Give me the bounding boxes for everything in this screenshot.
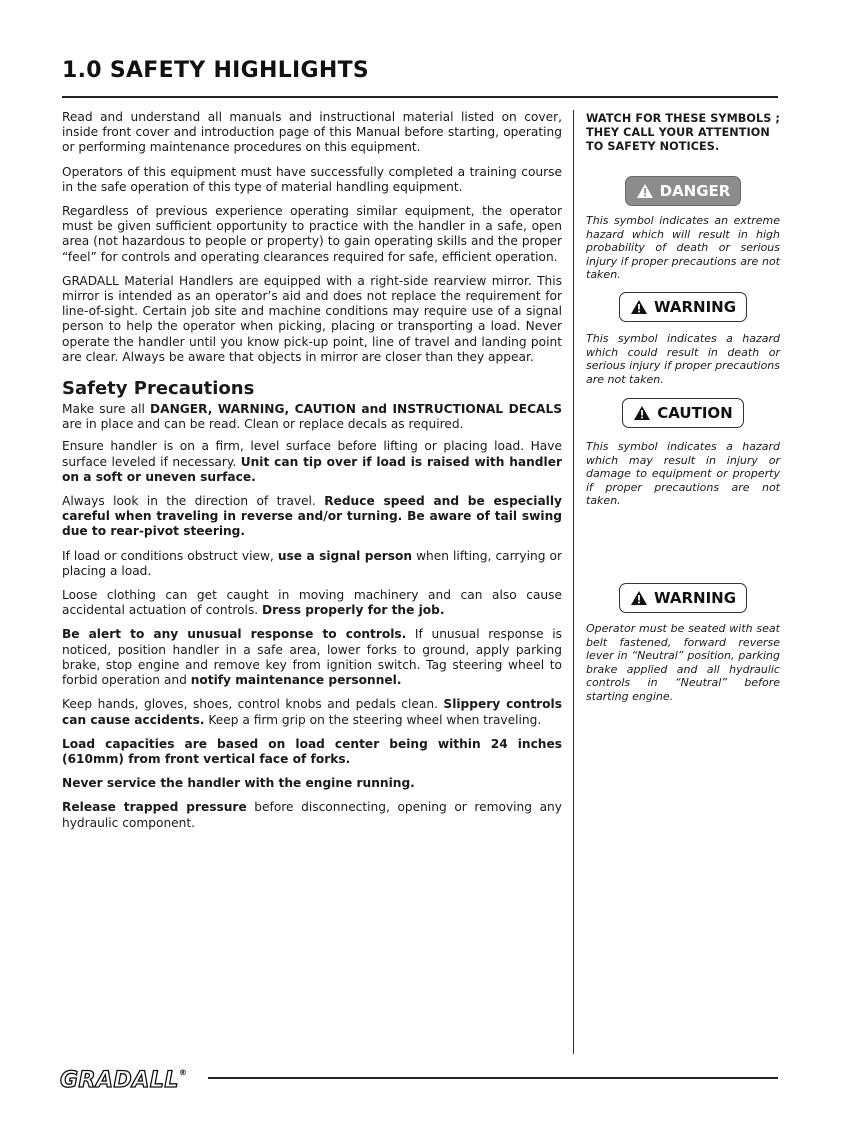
section-heading: Safety Precautions xyxy=(62,378,255,400)
text-run: If load or conditions obstruct view, xyxy=(62,548,278,563)
column-divider xyxy=(573,110,574,1054)
text-run: when lifting, carrying or placing a load. xyxy=(62,548,562,578)
bold-run: DANGER, WARNING, CAUTION and INSTRUCTIONAL DECALS xyxy=(150,402,562,417)
sidebar xyxy=(586,112,781,703)
text-run: before disconnecting, opening or removing any hydraulic component. xyxy=(62,800,562,830)
text-run: Keep a firm grip on the steering wheel when traveling. xyxy=(204,712,542,727)
precaution-paragraph xyxy=(62,588,562,618)
caution-label: CAUTION xyxy=(657,404,733,422)
bold-run: notify maintenance personnel. xyxy=(190,673,402,688)
bold-run: Dress properly for the job. xyxy=(262,603,445,618)
warning-badge xyxy=(619,583,747,613)
danger-badge xyxy=(625,176,742,206)
caution-note: This symbol indicates a hazard which may result in injury or damage to equipment or property if proper precautions are not taken. xyxy=(586,440,780,508)
text-run: are in place and can be read. Clean or replace decals as required. xyxy=(62,417,464,432)
bold-run: Load capacities are based on load center being within 24 inches (610mm) from front vertical face of forks. xyxy=(62,736,562,766)
caution-badge xyxy=(622,398,743,428)
bold-run: Be alert to any unusual response to controls. xyxy=(62,627,407,642)
warning-triangle-icon xyxy=(630,590,648,606)
precaution-paragraph xyxy=(62,776,562,791)
gradall-logo xyxy=(60,1068,187,1093)
warning2-note: Operator must be seated with seat belt fastened, forward reverse lever in “Neutral” position, parking brake applied and all hydraulic controls in “Neutral” before starting engine. xyxy=(586,622,780,703)
precaution-paragraph xyxy=(62,627,562,688)
text-run: Make sure all xyxy=(62,402,151,417)
precaution-paragraph xyxy=(62,402,562,432)
bold-run: Unit can tip over if load is raised with handler on a soft or uneven surface. xyxy=(62,454,562,484)
registered-mark: ® xyxy=(178,1068,188,1077)
text-run: Loose clothing can get caught in moving machinery and can also cause accidental actuation of controls. xyxy=(62,588,562,618)
bold-run: Reduce speed and be especially careful when traveling in reverse and/or turning. Be aware of tail swing due to rear-pivot steering. xyxy=(62,494,562,539)
warning-triangle-icon xyxy=(630,299,648,315)
bold-run: Never service the handler with the engine running. xyxy=(62,776,415,791)
bold-run: use a signal person xyxy=(277,548,413,563)
page-title: 1.0 SAFETY HIGHLIGHTS xyxy=(62,58,370,83)
warning-badge-wrap xyxy=(586,292,780,322)
warning-label: WARNING xyxy=(653,298,737,316)
precaution-paragraph xyxy=(62,439,562,485)
precaution-paragraph xyxy=(62,697,562,727)
bold-run: Release trapped pressure xyxy=(62,800,247,815)
main-column xyxy=(62,110,562,840)
intro-paragraph: Operators of this equipment must have successfully completed a training course in the safe operation of this type of material handling equipment. xyxy=(62,164,562,194)
caution-badge-wrap xyxy=(586,398,780,428)
warning-triangle-icon xyxy=(633,405,651,421)
text-run: Always look in the direction of travel. xyxy=(62,494,325,509)
danger-note: This symbol indicates an extreme hazard which will result in high probability of death or serious injury if proper precautions are not taken. xyxy=(586,214,780,282)
bold-run: Slippery controls can cause accidents. xyxy=(62,697,562,727)
danger-label: DANGER xyxy=(659,182,731,200)
warning2-badge-wrap xyxy=(586,583,780,613)
precaution-paragraph xyxy=(62,494,562,540)
intro-paragraph: Read and understand all manuals and instructional material listed on cover, inside front cover and introduction page of this Manual before starting, operating or performing maintenance procedures on this equipment. xyxy=(62,110,562,155)
footer-divider xyxy=(208,1077,778,1079)
precaution-paragraph xyxy=(62,800,562,830)
text-run: Ensure handler is on a firm, level surface before lifting or placing load. Have surface leveled if necessary. xyxy=(62,439,562,469)
sidebar-heading: WATCH FOR THESE SYMBOLS ; THEY CALL YOUR ATTENTION TO SAFETY NOTICES. xyxy=(586,112,781,153)
warning-note: This symbol indicates a hazard which could result in death or serious injury if proper precautions are not taken. xyxy=(586,332,780,386)
intro-paragraph: GRADALL Material Handlers are equipped with a right-side rearview mirror. This mirror is intended as an operator’s aid and does not replace the requirement for line-of-sight. Certain job site and machine conditions may require use of a signal person to help the operator when picking, placing or transporting a load. Never operate the handler until you know pick-up point, line of travel and landing point are clear. Always be aware that objects in mirror are closer than they appear. xyxy=(62,273,562,364)
precaution-paragraph xyxy=(62,549,562,579)
warning-badge xyxy=(619,292,747,322)
danger-badge-wrap xyxy=(586,176,780,206)
text-run: If unusual response is noticed, position handler in a safe area, lower forks to ground, apply parking brake, stop engine and remove key from ignition switch. Tag steering wheel to forbid operation and xyxy=(62,627,562,688)
intro-paragraph: Regardless of previous experience operating similar equipment, the operator must be given sufficient opportunity to practice with the handler in a safe, open area (not hazardous to people or property) to gain operating skills and the proper “feel” for controls and operating clearances required for safe, efficient operation. xyxy=(62,204,562,264)
text-run: Keep hands, gloves, shoes, control knobs and pedals clean. xyxy=(62,697,444,712)
warning-triangle-icon xyxy=(636,183,654,199)
precaution-paragraph xyxy=(62,737,562,767)
logo-text: GRADALL xyxy=(60,1068,179,1093)
title-divider xyxy=(62,96,778,98)
warning2-label: WARNING xyxy=(653,589,737,607)
